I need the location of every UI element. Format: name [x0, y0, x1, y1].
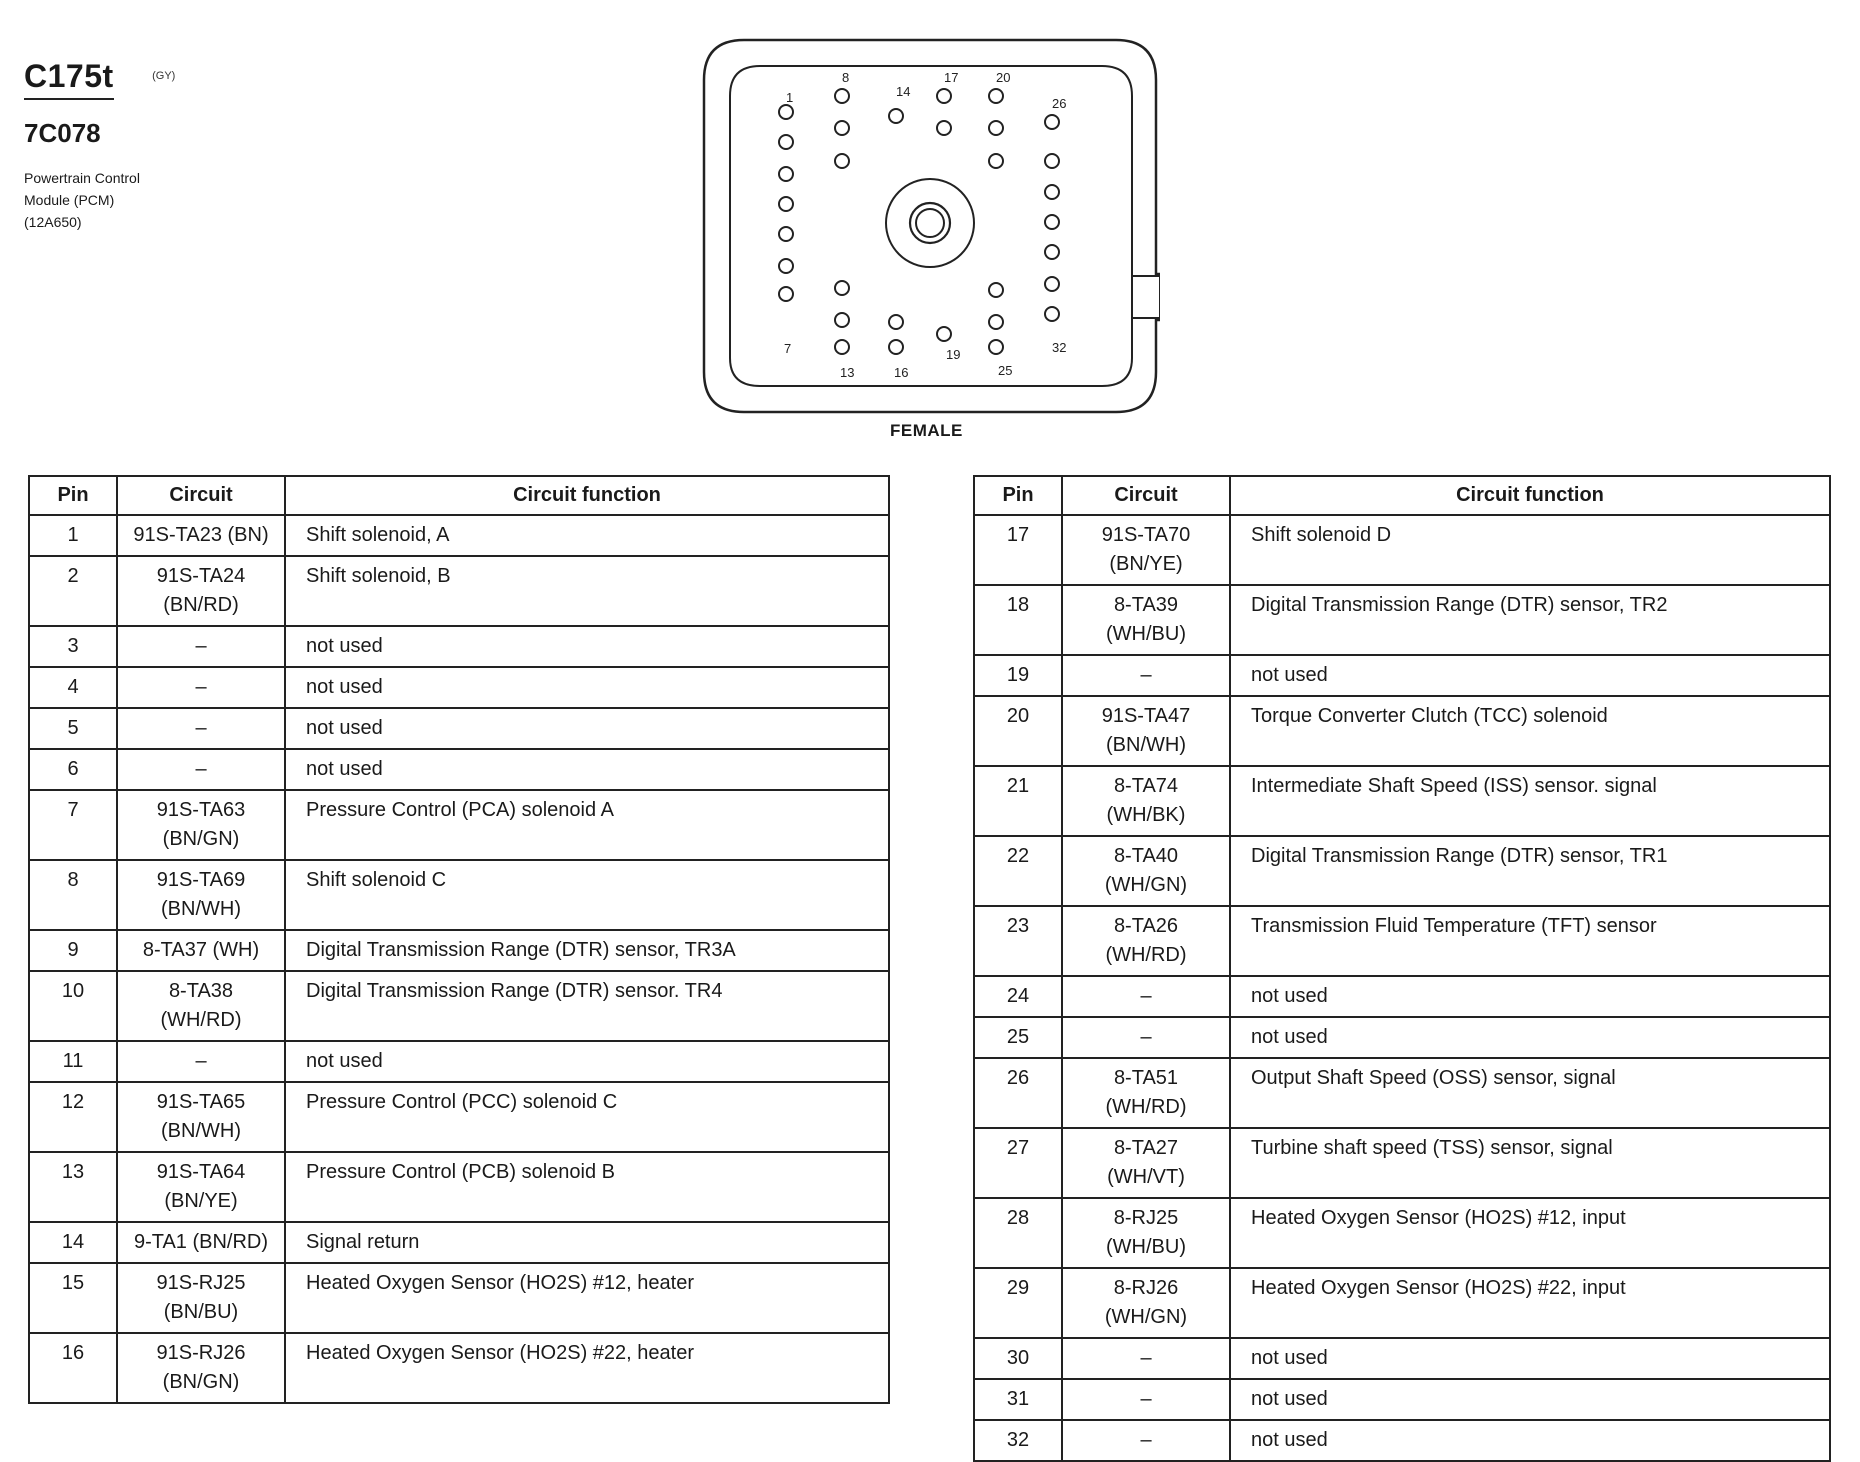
component-line: Powertrain Control — [24, 170, 140, 186]
circuit-cell — [1062, 1128, 1230, 1198]
pin-hole — [889, 315, 903, 329]
circuit-text: (WH/BU) — [1106, 623, 1186, 645]
circuit-cell — [1062, 655, 1230, 696]
circuit-cell — [1062, 1420, 1230, 1461]
circuit-text: 91S-TA24 — [156, 565, 246, 587]
pin-hole — [1045, 307, 1059, 321]
circuit-function: Intermediate Shaft Speed (ISS) sensor. signal — [1230, 766, 1830, 836]
table-row — [29, 971, 889, 1041]
circuit-text: 8-TA27 — [1113, 1137, 1179, 1159]
pin-hole — [937, 327, 951, 341]
circuit-cell — [1062, 836, 1230, 906]
center-boss-outer — [886, 179, 974, 267]
connector-tab — [1132, 276, 1160, 318]
circuit-text: (WH/BK) — [1106, 804, 1186, 826]
circuit-cell — [117, 626, 285, 667]
circuit-function: Heated Oxygen Sensor (HO2S) #12, input — [1230, 1198, 1830, 1268]
circuit-cell — [117, 708, 285, 749]
circuit-function: Heated Oxygen Sensor (HO2S) #12, heater — [285, 1263, 889, 1333]
circuit-cell — [1062, 1017, 1230, 1058]
circuit-text: 91S-TA23 (BN) — [133, 524, 269, 546]
table-row — [29, 860, 889, 930]
pin-number: 17 — [974, 515, 1062, 585]
pin-label-14: 14 — [896, 84, 911, 99]
connector-view-label: FEMALE — [890, 421, 963, 440]
circuit-function: Digital Transmission Range (DTR) sensor. TR4 — [285, 971, 889, 1041]
pin-hole — [889, 109, 903, 123]
pin-hole — [1045, 215, 1059, 229]
table-row — [29, 1152, 889, 1222]
pin-hole — [835, 281, 849, 295]
pin-hole — [1045, 185, 1059, 199]
connector-inner-shell — [730, 66, 1132, 386]
circuit-text: (BN/WH) — [161, 898, 241, 920]
circuit-cell — [1062, 1338, 1230, 1379]
pin-number: 27 — [974, 1128, 1062, 1198]
circuit-function: Torque Converter Clutch (TCC) solenoid — [1230, 696, 1830, 766]
table-header-row — [29, 476, 889, 515]
circuit-function: not used — [285, 708, 889, 749]
pin-hole — [779, 259, 793, 273]
table-row — [29, 1082, 889, 1152]
pin-hole — [989, 121, 1003, 135]
table-row — [974, 696, 1830, 766]
pin-label-19: 19 — [946, 347, 961, 362]
pin-hole — [989, 283, 1003, 297]
pin-number: 5 — [29, 708, 117, 749]
circuit-text: 91S-TA47 — [1101, 705, 1191, 727]
circuit-cell — [1062, 585, 1230, 655]
circuit-function: Pressure Control (PCA) solenoid A — [285, 790, 889, 860]
circuit-text: – — [195, 676, 207, 698]
table-row — [29, 1222, 889, 1263]
circuit-cell — [1062, 1268, 1230, 1338]
component-line: Module (PCM) — [24, 192, 115, 208]
circuit-text: (WH/GN) — [1104, 874, 1188, 896]
circuit-function: not used — [1230, 976, 1830, 1017]
circuit-text: 8-TA26 — [1113, 915, 1179, 937]
pinout-table-left — [28, 475, 890, 1404]
circuit-cell — [1062, 906, 1230, 976]
circuit-function: Shift solenoid D — [1230, 515, 1830, 585]
pin-hole — [835, 154, 849, 168]
pin-hole — [989, 315, 1003, 329]
circuit-function: Heated Oxygen Sensor (HO2S) #22, heater — [285, 1333, 889, 1403]
circuit-text: – — [195, 717, 207, 739]
circuit-text: (BN/GN) — [162, 828, 240, 850]
pin-number: 4 — [29, 667, 117, 708]
table-row — [29, 930, 889, 971]
table-row — [29, 556, 889, 626]
pin-number: 7 — [29, 790, 117, 860]
circuit-cell — [117, 667, 285, 708]
circuit-function: not used — [1230, 1379, 1830, 1420]
pin-number: 8 — [29, 860, 117, 930]
pin-number: 24 — [974, 976, 1062, 1017]
table-row — [974, 1058, 1830, 1128]
pin-number: 19 — [974, 655, 1062, 696]
pin-number: 6 — [29, 749, 117, 790]
circuit-text: (BN/GN) — [162, 1371, 240, 1393]
pin-label-20: 20 — [996, 70, 1011, 85]
circuit-function: not used — [285, 667, 889, 708]
table-row — [974, 1017, 1830, 1058]
pin-hole — [779, 105, 793, 119]
table-row — [974, 1379, 1830, 1420]
circuit-function: Digital Transmission Range (DTR) sensor, TR3A — [285, 930, 889, 971]
circuit-cell — [117, 1152, 285, 1222]
circuit-text: (BN/BU) — [163, 1301, 239, 1323]
circuit-function: Shift solenoid, A — [285, 515, 889, 556]
header-circuit-function: Circuit function — [1230, 476, 1830, 515]
center-boss-inner — [916, 209, 944, 237]
circuit-text: 91S-TA64 — [156, 1161, 246, 1183]
table-row — [974, 906, 1830, 976]
pin-label-7: 7 — [784, 341, 792, 356]
pin-number: 2 — [29, 556, 117, 626]
circuit-text: (BN/YE) — [1109, 553, 1183, 575]
pin-hole — [779, 227, 793, 241]
pin-hole — [937, 121, 951, 135]
pin-number: 18 — [974, 585, 1062, 655]
table-row — [29, 515, 889, 556]
table-row — [974, 655, 1830, 696]
pin-number: 3 — [29, 626, 117, 667]
pin-number: 32 — [974, 1420, 1062, 1461]
circuit-cell — [117, 790, 285, 860]
circuit-cell — [117, 1333, 285, 1403]
table-row — [29, 749, 889, 790]
circuit-cell — [1062, 1058, 1230, 1128]
pin-hole — [1045, 154, 1059, 168]
circuit-function: Digital Transmission Range (DTR) sensor, TR1 — [1230, 836, 1830, 906]
circuit-function: Pressure Control (PCB) solenoid B — [285, 1152, 889, 1222]
circuit-function: Pressure Control (PCC) solenoid C — [285, 1082, 889, 1152]
pin-number: 9 — [29, 930, 117, 971]
circuit-text: – — [1140, 1388, 1152, 1410]
circuit-text: (WH/RD) — [1105, 944, 1187, 966]
pin-number: 26 — [974, 1058, 1062, 1128]
circuit-function: not used — [1230, 1338, 1830, 1379]
table-row — [974, 976, 1830, 1017]
part-number: 7C078 — [24, 118, 101, 148]
pin-label-32: 32 — [1052, 340, 1067, 355]
table-row — [29, 1333, 889, 1403]
circuit-text: – — [1140, 1429, 1152, 1451]
circuit-function: Shift solenoid C — [285, 860, 889, 930]
circuit-function: Heated Oxygen Sensor (HO2S) #22, input — [1230, 1268, 1830, 1338]
circuit-cell — [1062, 515, 1230, 585]
circuit-text: (WH/RD) — [160, 1009, 242, 1031]
pin-hole — [779, 287, 793, 301]
pin-number: 31 — [974, 1379, 1062, 1420]
pin-label-1: 1 — [786, 90, 794, 105]
circuit-text: 8-TA51 — [1113, 1067, 1179, 1089]
pin-label-13: 13 — [840, 365, 855, 380]
circuit-cell — [1062, 696, 1230, 766]
pin-label-8: 8 — [842, 70, 850, 85]
circuit-cell — [117, 1041, 285, 1082]
pin-hole — [779, 197, 793, 211]
table-row — [29, 626, 889, 667]
circuit-text: (BN/YE) — [164, 1190, 238, 1212]
circuit-cell — [1062, 976, 1230, 1017]
pin-hole — [937, 89, 951, 103]
header-pin: Pin — [29, 476, 117, 515]
pin-number: 29 — [974, 1268, 1062, 1338]
pin-number: 13 — [29, 1152, 117, 1222]
pin-number: 23 — [974, 906, 1062, 976]
table-row — [974, 515, 1830, 585]
pin-holes — [779, 89, 1059, 354]
title-block — [24, 58, 284, 233]
circuit-text: (WH/RD) — [1105, 1096, 1187, 1118]
connector-diagram — [700, 38, 1160, 418]
circuit-function: not used — [1230, 1420, 1830, 1461]
pin-hole — [989, 89, 1003, 103]
circuit-text: – — [1140, 664, 1152, 686]
circuit-cell — [117, 749, 285, 790]
circuit-function: not used — [285, 626, 889, 667]
pin-number: 1 — [29, 515, 117, 556]
pin-number: 12 — [29, 1082, 117, 1152]
circuit-function: Turbine shaft speed (TSS) sensor, signal — [1230, 1128, 1830, 1198]
table-row — [974, 1128, 1830, 1198]
circuit-function: Signal return — [285, 1222, 889, 1263]
table-row — [974, 1338, 1830, 1379]
table-row — [974, 585, 1830, 655]
circuit-cell — [117, 1222, 285, 1263]
circuit-text: (BN/WH) — [161, 1120, 241, 1142]
component-line: (12A650) — [24, 214, 82, 230]
circuit-cell — [1062, 1198, 1230, 1268]
circuit-cell — [117, 1082, 285, 1152]
connector-outer-shell — [704, 40, 1160, 412]
table-row — [29, 1263, 889, 1333]
pin-number: 16 — [29, 1333, 117, 1403]
pin-number: 21 — [974, 766, 1062, 836]
component-description — [24, 167, 284, 233]
header-circuit-function: Circuit function — [285, 476, 889, 515]
circuit-function: Shift solenoid, B — [285, 556, 889, 626]
table-row — [974, 766, 1830, 836]
pin-hole — [889, 340, 903, 354]
circuit-function: not used — [285, 749, 889, 790]
pin-label-16: 16 — [894, 365, 909, 380]
header-circuit: Circuit — [1062, 476, 1230, 515]
pin-hole — [1045, 245, 1059, 259]
pin-hole — [779, 135, 793, 149]
table-row — [29, 708, 889, 749]
circuit-function: Transmission Fluid Temperature (TFT) sensor — [1230, 906, 1830, 976]
table-row — [974, 836, 1830, 906]
pin-number: 20 — [974, 696, 1062, 766]
circuit-text: – — [195, 1050, 207, 1072]
pin-hole — [835, 121, 849, 135]
pin-hole — [1045, 115, 1059, 129]
circuit-cell — [117, 515, 285, 556]
circuit-text: 8-RJ26 — [1113, 1277, 1179, 1299]
circuit-text: 8-TA74 — [1113, 775, 1179, 797]
pin-number: 22 — [974, 836, 1062, 906]
pin-hole — [989, 340, 1003, 354]
pin-number: 10 — [29, 971, 117, 1041]
pin-number: 25 — [974, 1017, 1062, 1058]
pin-hole — [835, 89, 849, 103]
circuit-text: 8-TA38 — [168, 980, 234, 1002]
circuit-cell — [117, 860, 285, 930]
circuit-text: 91S-RJ25 — [156, 1272, 246, 1294]
circuit-text: – — [1140, 985, 1152, 1007]
circuit-function: Output Shaft Speed (OSS) sensor, signal — [1230, 1058, 1830, 1128]
pin-number: 28 — [974, 1198, 1062, 1268]
circuit-text: 91S-TA69 — [156, 869, 246, 891]
circuit-text: (WH/GN) — [1104, 1306, 1188, 1328]
pin-hole — [835, 340, 849, 354]
table-row — [974, 1198, 1830, 1268]
circuit-cell — [117, 556, 285, 626]
circuit-function: not used — [285, 1041, 889, 1082]
pinout-table-right — [973, 475, 1831, 1462]
pin-hole — [835, 313, 849, 327]
circuit-cell — [1062, 766, 1230, 836]
pin-hole — [779, 167, 793, 181]
circuit-function: not used — [1230, 1017, 1830, 1058]
pin-label-26: 26 — [1052, 96, 1067, 111]
circuit-text: 91S-TA63 — [156, 799, 246, 821]
circuit-text: 91S-TA70 — [1101, 524, 1191, 546]
pin-number: 15 — [29, 1263, 117, 1333]
pin-hole — [1045, 277, 1059, 291]
circuit-function: Digital Transmission Range (DTR) sensor, TR2 — [1230, 585, 1830, 655]
table-row — [29, 790, 889, 860]
circuit-function: not used — [1230, 655, 1830, 696]
circuit-text: – — [1140, 1347, 1152, 1369]
circuit-text: 91S-RJ26 — [156, 1342, 246, 1364]
header-circuit: Circuit — [117, 476, 285, 515]
table-row — [974, 1268, 1830, 1338]
circuit-text: 8-TA40 — [1113, 845, 1179, 867]
circuit-text: 8-TA37 (WH) — [142, 939, 260, 961]
connector-id: C175t — [24, 58, 114, 100]
pin-number: 14 — [29, 1222, 117, 1263]
circuit-text: (WH/BU) — [1106, 1236, 1186, 1258]
circuit-text: – — [195, 758, 207, 780]
circuit-cell — [117, 971, 285, 1041]
circuit-text: 9-TA1 (BN/RD) — [133, 1231, 269, 1253]
circuit-text: (WH/VT) — [1107, 1166, 1185, 1188]
pin-label-17: 17 — [944, 70, 959, 85]
circuit-cell — [1062, 1379, 1230, 1420]
table-row — [29, 667, 889, 708]
connector-color: (GY) — [152, 70, 176, 82]
circuit-text: 8-TA39 — [1113, 594, 1179, 616]
circuit-text: 91S-TA65 — [156, 1091, 246, 1113]
circuit-text: – — [195, 635, 207, 657]
table-row — [974, 1420, 1830, 1461]
circuit-cell — [117, 1263, 285, 1333]
circuit-text: 8-RJ25 — [1113, 1207, 1179, 1229]
pin-hole — [989, 154, 1003, 168]
circuit-text: – — [1140, 1026, 1152, 1048]
pin-number: 11 — [29, 1041, 117, 1082]
header-pin: Pin — [974, 476, 1062, 515]
pin-label-25: 25 — [998, 363, 1013, 378]
circuit-cell — [117, 930, 285, 971]
table-row — [29, 1041, 889, 1082]
pin-number: 30 — [974, 1338, 1062, 1379]
table-header-row — [974, 476, 1830, 515]
circuit-text: (BN/RD) — [163, 594, 239, 616]
circuit-text: (BN/WH) — [1106, 734, 1186, 756]
